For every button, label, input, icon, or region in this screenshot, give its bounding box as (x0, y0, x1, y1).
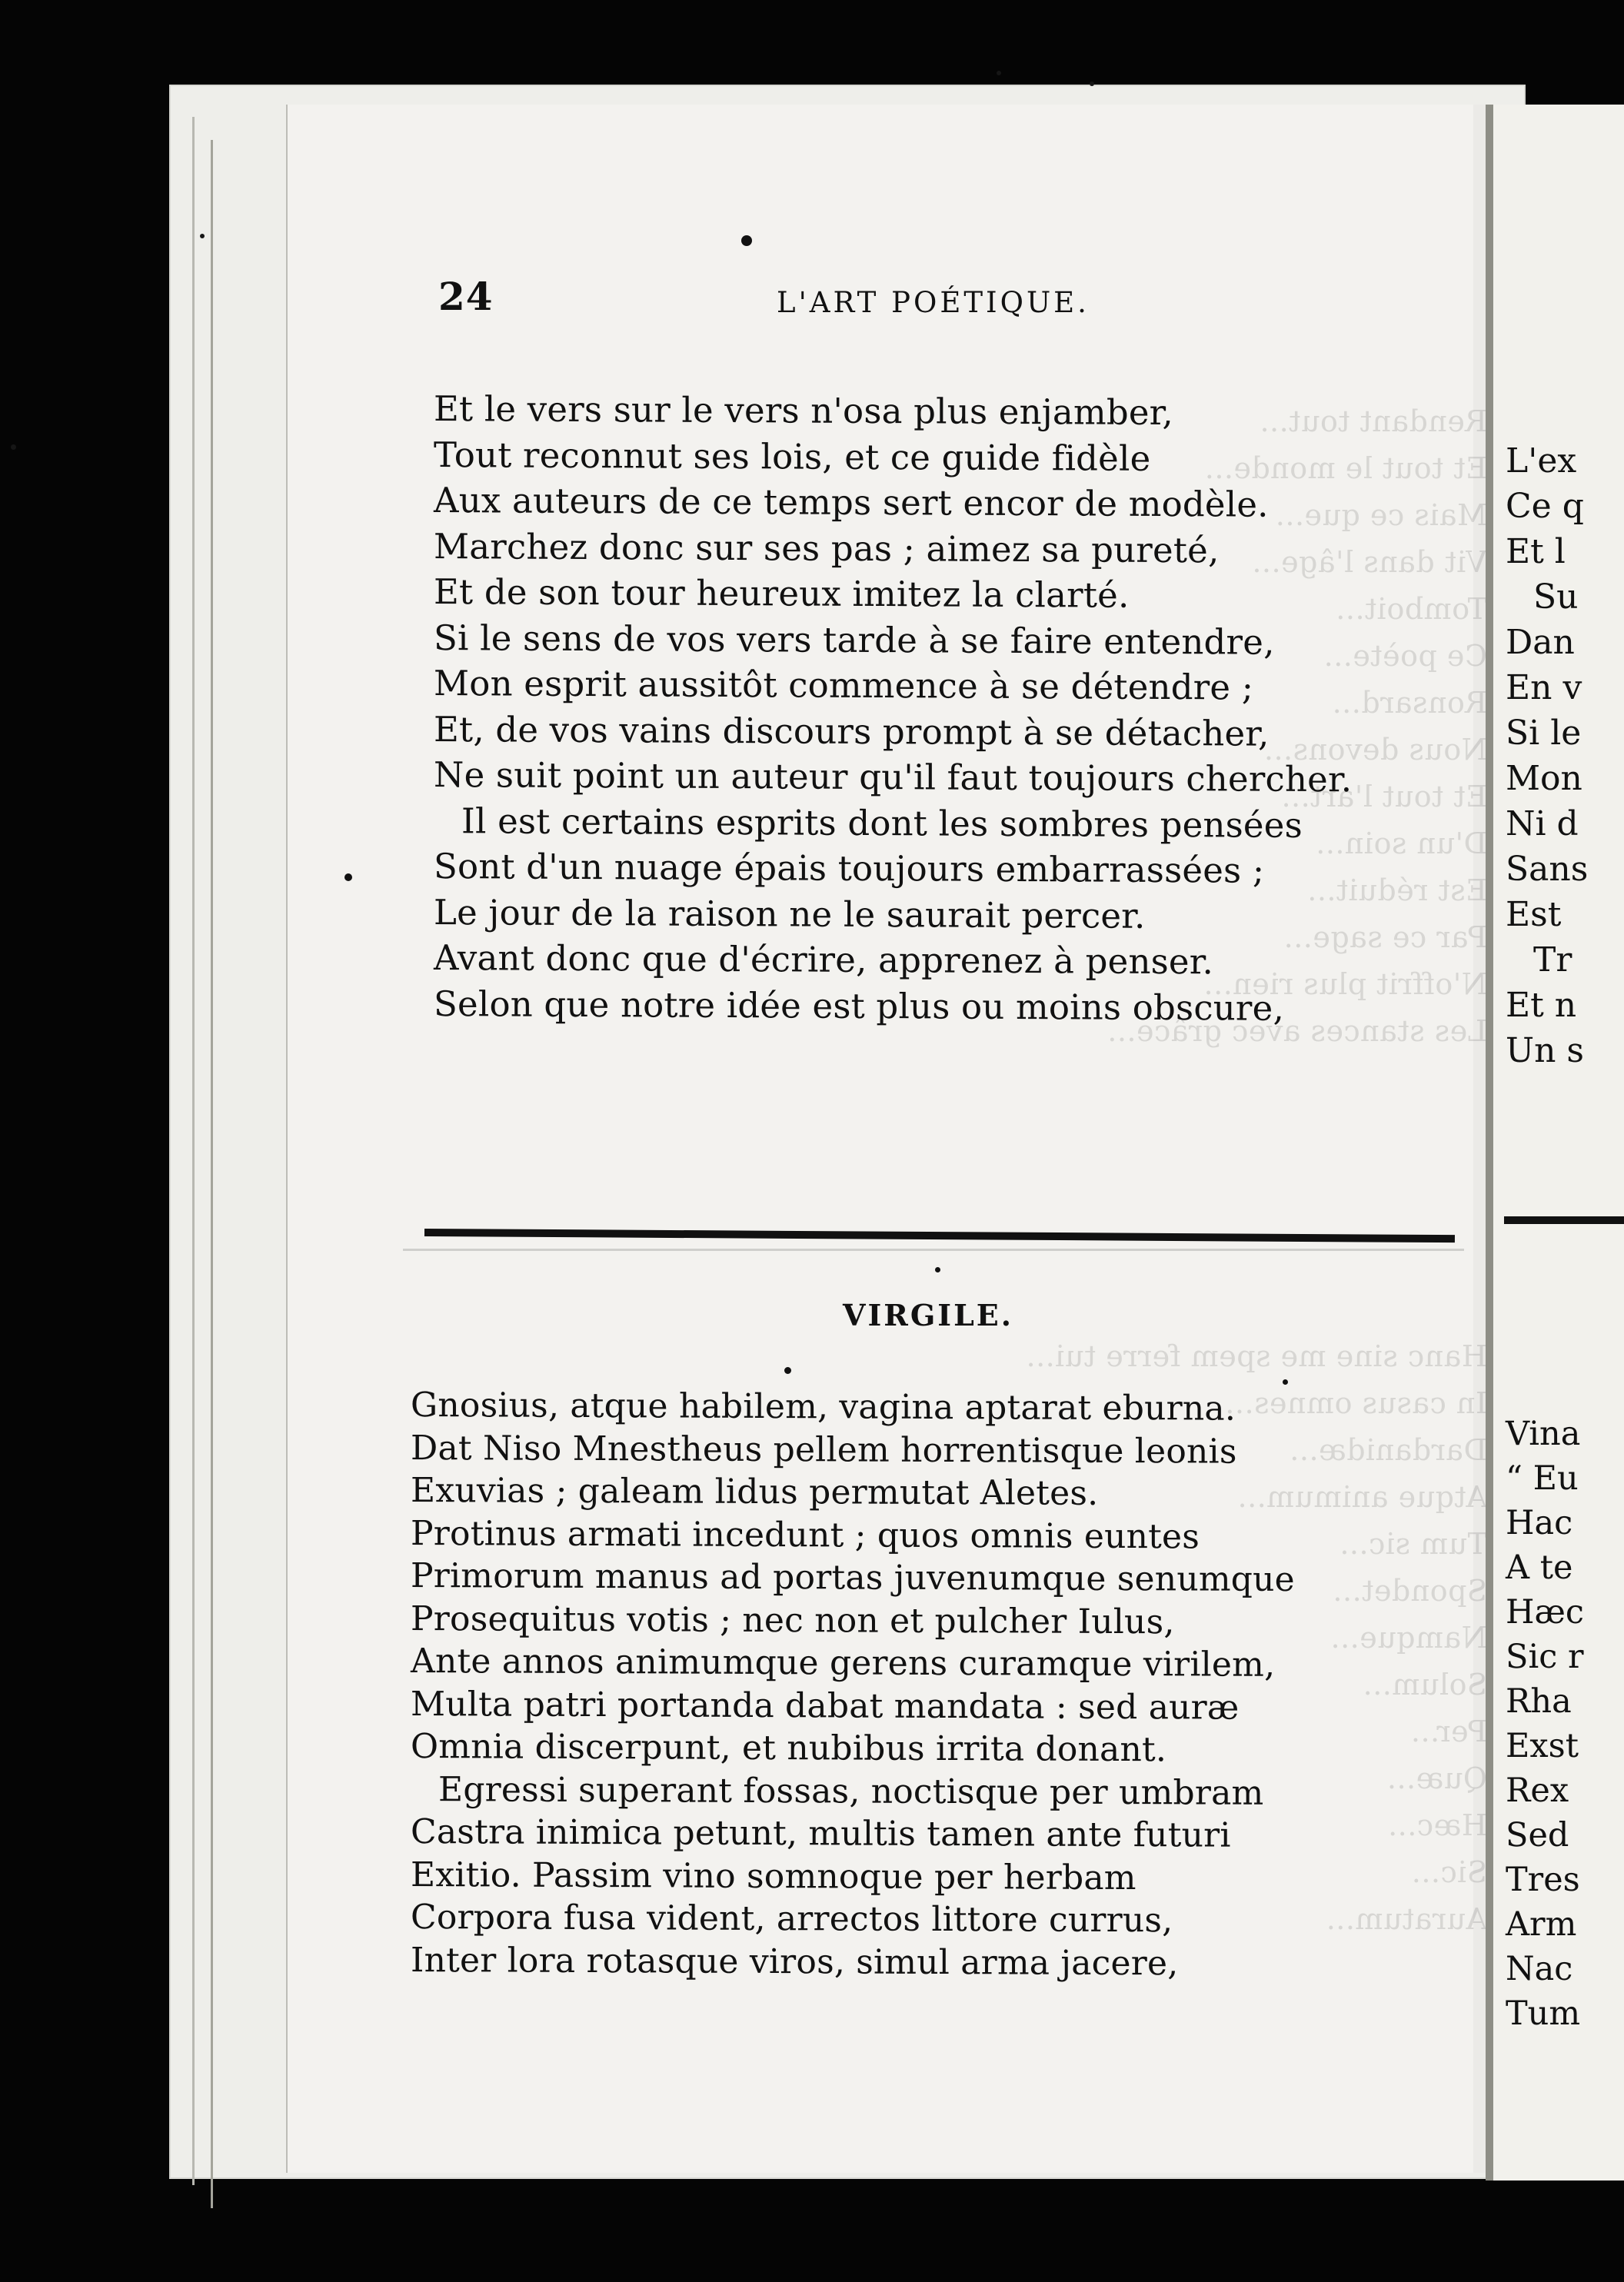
facing-page-bottom-fragments (1506, 1412, 1584, 2036)
reverse-page-show-through-bottom: Hanc sine me spem ferre tui... In casus omnes... Dardanidæ... Atque animum... Tum sic... Spondet... Namque... Solum... Per... Quæ... Hæc... Sic... Auratum... (1026, 1339, 1487, 1936)
facing-line-fragment: Tr (1533, 940, 1572, 980)
print-speck (741, 235, 752, 246)
facing-line-fragment: Un s (1506, 1031, 1584, 1070)
main-page (286, 105, 1489, 2173)
facing-line-fragment: Et l (1506, 532, 1566, 571)
poem-line: Dat Niso Mnestheus pellem horrentisque leonis (411, 1428, 1237, 1472)
facing-line-fragment: En v (1506, 668, 1582, 707)
facing-line-fragment: Su (1533, 577, 1579, 617)
poem-line: Et le vers sur le vers n'osa plus enjamber, (434, 388, 1173, 434)
facing-line-fragment: Nac (1506, 1950, 1573, 1988)
poem-line: Castra inimica petunt, multis tamen ante futuri (411, 1812, 1231, 1855)
poem-line: Le jour de la raison ne le saurait percer. (434, 891, 1146, 936)
facing-line-fragment: Ni d (1506, 804, 1579, 843)
poem-line: Primorum manus ad portas juvenumque senumque (411, 1556, 1295, 1600)
latin-poem (411, 1384, 1295, 1985)
poem-line: Mon esprit aussitôt commence à se détendre ; (434, 663, 1254, 708)
poem-line: Inter lora rotasque viros, simul arma jacere, (411, 1940, 1179, 1983)
running-title: L'ART POÉTIQUE. (777, 286, 1090, 319)
poem-line: Et, de vos vains discours prompt à se détacher, (434, 708, 1270, 754)
facing-page-top-fragments (1506, 438, 1588, 1073)
facing-line-fragment: Rex (1506, 1771, 1569, 1810)
section-divider (424, 1229, 1455, 1242)
print-speck (935, 1267, 940, 1272)
poem-line: Gnosius, atque habilem, vagina aptarat eburna. (411, 1386, 1236, 1429)
print-speck (1283, 1379, 1288, 1385)
poem-line: Avant donc que d'écrire, apprenez à penser. (434, 937, 1214, 983)
poem-line: Selon que notre idée est plus ou moins obscure, (434, 983, 1284, 1029)
facing-line-fragment: Sic r (1506, 1638, 1584, 1676)
scan-speck (200, 234, 205, 238)
poem-line: Omnia discerpunt, et nubibus irrita donant. (411, 1727, 1167, 1770)
poem-line: Marchez donc sur ses pas ; aimez sa pureté, (434, 525, 1220, 570)
facing-line-fragment: L'ex (1506, 441, 1577, 481)
poem-line: Il est certains esprits dont les sombres pensées (461, 800, 1303, 846)
facing-line-fragment: Dan (1506, 623, 1575, 662)
facing-line-fragment: Hac (1506, 1504, 1573, 1542)
poem-line: Protinus armati incedunt ; quos omnis euntes (411, 1513, 1200, 1556)
facing-line-fragment: Et n (1506, 986, 1577, 1025)
poem-line: Multa patri portanda dabat mandata : sed auræ (411, 1684, 1240, 1728)
facing-line-fragment: Sans (1506, 850, 1589, 889)
poem-line: Et de son tour heureux imitez la clarté. (434, 571, 1130, 616)
poem-line: Tout reconnut ses lois, et ce guide fidèle (434, 434, 1151, 479)
facing-line-fragment: “ Eu (1506, 1459, 1579, 1498)
poem-line: Ne suit point un auteur qu'il faut toujours chercher. (434, 754, 1353, 800)
facing-line-fragment: Exst (1506, 1727, 1579, 1765)
facing-line-fragment: Rha (1506, 1682, 1572, 1721)
page-number: 24 (438, 274, 494, 319)
facing-line-fragment: A te (1506, 1548, 1573, 1587)
facing-line-fragment: Sed (1506, 1816, 1569, 1855)
scan-speck (1090, 82, 1094, 86)
page-header (438, 274, 1430, 328)
facing-page (1486, 105, 1624, 2181)
facing-line-fragment: Ce q (1506, 487, 1584, 526)
facing-line-fragment: Arm (1506, 1905, 1577, 1944)
facing-line-fragment: Est (1506, 895, 1562, 934)
french-poem (434, 386, 1352, 1031)
poem-line: Si le sens de vos vers tarde à se faire entendre, (434, 617, 1275, 663)
reverse-page-show-through-top: Rendant tout... Et tout le monde... Mais ce que... Vit dans l'âge... Tomboit... Ce poète... Ronsard... Nous devons... Et tout l'art... D'un soin... Est réduit... Par ce sage... N'offrit plus rien... Les stances avec grâce... (1107, 404, 1487, 1048)
print-speck (784, 1367, 791, 1374)
poem-line: Exuvias ; galeam lidus permutat Aletes. (411, 1471, 1099, 1513)
poem-line: Aux auteurs de ce temps sert encor de modèle. (434, 480, 1269, 525)
poem-line: Exitio. Passim vino somnoque per herbam (411, 1855, 1136, 1898)
scan-speck (997, 71, 1001, 75)
facing-line-fragment: Hæc (1506, 1593, 1584, 1632)
facing-line-fragment: Vina (1506, 1415, 1581, 1453)
poem-line: Sont d'un nuage épais toujours embarrassées ; (434, 846, 1265, 891)
poem-line: Ante annos animumque gerens curamque virilem, (411, 1642, 1276, 1685)
scan-speck (11, 444, 16, 450)
facing-page-divider (1504, 1216, 1624, 1224)
section-title: VIRGILE. (843, 1298, 1013, 1332)
section-divider-shadow (403, 1249, 1464, 1251)
poem-line: Egressi superant fossas, noctisque per umbram (438, 1769, 1264, 1813)
facing-line-fragment: Si le (1506, 714, 1582, 753)
poem-line: Corpora fusa vident, arrectos littore currus, (411, 1898, 1173, 1941)
facing-line-fragment: Tres (1506, 1861, 1580, 1899)
facing-line-fragment: Mon (1506, 759, 1582, 798)
poem-line: Prosequitus votis ; nec non et pulcher Iulus, (411, 1598, 1175, 1642)
print-speck (344, 873, 352, 881)
facing-line-fragment: Tum (1506, 1994, 1581, 2033)
